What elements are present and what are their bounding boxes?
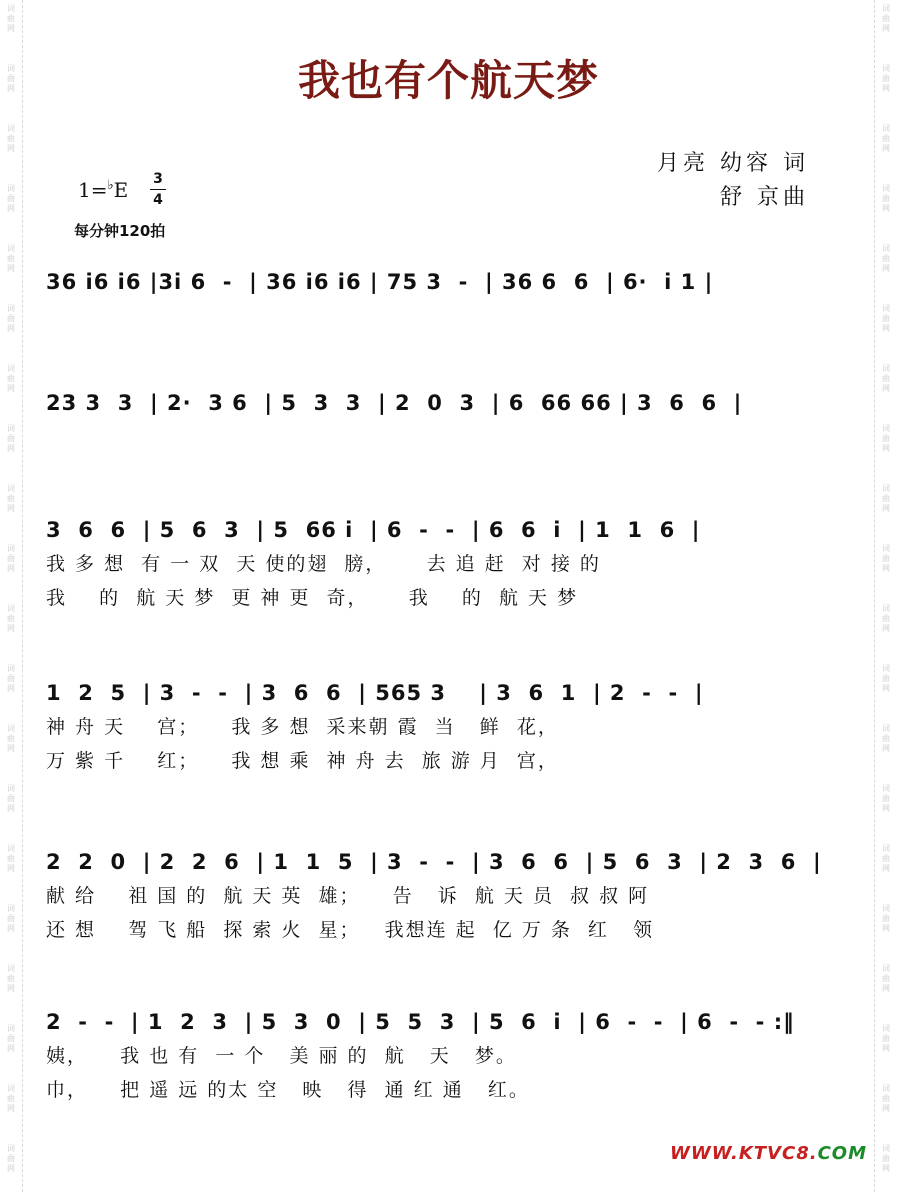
side-watermark-glyph: 词 曲 网 [7, 904, 15, 933]
side-watermark-glyph: 词 曲 网 [7, 184, 15, 213]
side-watermark-glyph: 词 曲 网 [7, 4, 15, 33]
lyric-verse-2: 还 想 驾 飞 船 探 索 火 星； 我想连 起 亿 万 条 红 领 [46, 919, 655, 941]
side-watermark-glyph: 词 曲 网 [882, 244, 890, 273]
side-watermark-glyph: 词 曲 网 [7, 304, 15, 333]
side-watermark-glyph: 词 曲 网 [7, 244, 15, 273]
key-signature [78, 178, 128, 202]
side-watermark-glyph: 词 曲 网 [882, 1144, 890, 1173]
notation-row: 2 - - | 1 2 3 | 5 3 0 | 5 5 3 | 5 6 i | 6 - - | 6 - - :‖ [46, 1010, 795, 1034]
left-watermark-stripe [0, 0, 23, 1192]
lyric-verse-1: 献 给 祖 国 的 航 天 英 雄； 告 诉 航 天 员 叔 叔 阿 [46, 885, 650, 907]
notation-row: 2 2 0 | 2 2 6 | 1 1 5 | 3 - - | 3 6 6 | 5 6 3 | 2 3 6 | [46, 850, 822, 874]
side-watermark-glyph: 词 曲 网 [7, 1144, 15, 1173]
side-watermark-glyph: 词 曲 网 [882, 664, 890, 693]
side-watermark-glyph: 词 曲 网 [882, 4, 890, 33]
side-watermark-glyph: 词 曲 网 [7, 664, 15, 693]
side-watermark-glyph: 词 曲 网 [7, 1024, 15, 1053]
tempo-marking: 每分钟120拍 [74, 222, 166, 240]
side-watermark-glyph: 词 曲 网 [7, 364, 15, 393]
side-watermark-glyph: 词 曲 网 [7, 484, 15, 513]
lyric-verse-2: 万 紫 千 红； 我 想 乘 神 舟 去 旅 游 月 宫， [46, 750, 559, 772]
side-watermark-glyph: 词 曲 网 [882, 604, 890, 633]
side-watermark-glyph: 词 曲 网 [882, 544, 890, 573]
song-title: 我也有个航天梦 [297, 56, 599, 105]
side-watermark-glyph: 词 曲 网 [882, 1084, 890, 1113]
key-letter: E [113, 178, 129, 202]
side-watermark-glyph: 词 曲 网 [7, 124, 15, 153]
side-watermark-glyph: 词 曲 网 [882, 844, 890, 873]
score-line [46, 1005, 846, 1107]
lyric-verse-2: 巾， 把 遥 远 的太 空 映 得 通 红 通 红。 [46, 1079, 530, 1101]
right-watermark-stripe [874, 0, 897, 1192]
score-line [46, 513, 846, 615]
lyricist-credit: 月亮 幼容 词 [657, 151, 809, 176]
side-watermark-glyph: 词 曲 网 [7, 784, 15, 813]
score-line [46, 676, 846, 778]
lyric-verse-1: 姨， 我 也 有 一 个 美 丽 的 航 天 梦。 [46, 1045, 517, 1067]
score-line [46, 386, 846, 420]
flat-sign: ♭ [107, 178, 114, 193]
composer-credit: 舒 京曲 [720, 185, 809, 210]
time-signature-top: 3 [153, 171, 163, 187]
side-watermark-glyph: 词 曲 网 [882, 184, 890, 213]
time-signature-bottom: 4 [153, 192, 163, 208]
notation-row: 36 i6 i6 |3i 6 - | 36 i6 i6 | 75 3 - | 36 6 6 | 6· i 1 | [46, 270, 714, 294]
notation-row: 3 6 6 | 5 6 3 | 5 66 i | 6 - - | 6 6 i | 1 1 6 | [46, 518, 701, 542]
watermark-suffix: COM [817, 1143, 867, 1164]
side-watermark-glyph: 词 曲 网 [882, 64, 890, 93]
side-watermark-glyph: 词 曲 网 [882, 124, 890, 153]
side-watermark-glyph: 词 曲 网 [7, 64, 15, 93]
score-line [46, 265, 846, 299]
side-watermark-glyph: 词 曲 网 [882, 484, 890, 513]
lyric-verse-2: 我 的 航 天 梦 更 神 更 奇， 我 的 航 天 梦 [46, 587, 579, 609]
side-watermark-glyph: 词 曲 网 [882, 1024, 890, 1053]
watermark-prefix: WWW.KTVC8. [669, 1143, 818, 1164]
side-watermark-glyph: 词 曲 网 [7, 1084, 15, 1113]
site-watermark [670, 1143, 867, 1164]
key-label: 1= [78, 178, 108, 202]
lyric-verse-1: 我 多 想 有 一 双 天 使的翅 膀， 去 追 赶 对 接 的 [46, 553, 601, 575]
lyric-verse-1: 神 舟 天 宫； 我 多 想 采来朝 霞 当 鲜 花， [46, 716, 559, 738]
side-watermark-glyph: 词 曲 网 [882, 424, 890, 453]
side-watermark-glyph: 词 曲 网 [882, 964, 890, 993]
side-watermark-glyph: 词 曲 网 [7, 424, 15, 453]
side-watermark-glyph: 词 曲 网 [7, 844, 15, 873]
side-watermark-glyph: 词 曲 网 [7, 964, 15, 993]
notation-row: 23 3 3 | 2· 3 6 | 5 3 3 | 2 0 3 | 6 66 66 | 3 6 6 | [46, 391, 743, 415]
side-watermark-glyph: 词 曲 网 [7, 604, 15, 633]
side-watermark-glyph: 词 曲 网 [882, 304, 890, 333]
side-watermark-glyph: 词 曲 网 [882, 784, 890, 813]
side-watermark-glyph: 词 曲 网 [7, 544, 15, 573]
side-watermark-glyph: 词 曲 网 [882, 364, 890, 393]
time-signature [150, 170, 166, 209]
side-watermark-glyph: 词 曲 网 [7, 724, 15, 753]
side-watermark-glyph: 词 曲 网 [882, 724, 890, 753]
score-line [46, 845, 846, 947]
side-watermark-glyph: 词 曲 网 [882, 904, 890, 933]
notation-row: 1 2 5 | 3 - - | 3 6 6 | 565 3 | 3 6 1 | 2 - - | [46, 681, 704, 705]
